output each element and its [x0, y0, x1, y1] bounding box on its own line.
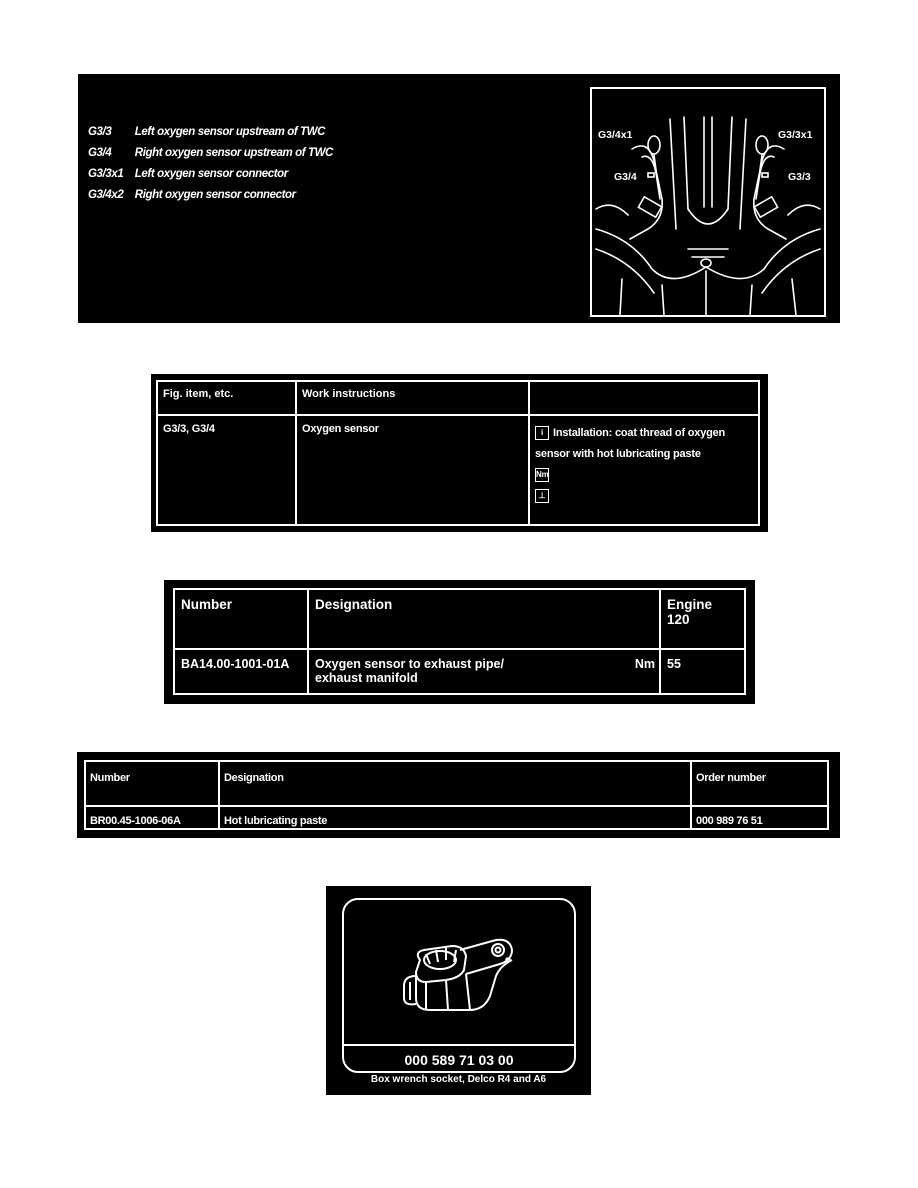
special-tool-icon: ⊥	[535, 489, 549, 503]
column-header: Number	[85, 761, 219, 806]
fig-item-cell: G3/3, G3/4	[157, 415, 296, 525]
legend-text: Left oxygen sensor upstream of TWC	[134, 126, 326, 138]
legend-code: G3/4x2	[88, 189, 124, 201]
figure-label-g34x1: G3/4x1	[598, 129, 633, 141]
tool-divider	[344, 1044, 574, 1046]
column-header: Work instructions	[296, 381, 529, 415]
figure-label-g33: G3/3	[788, 171, 811, 183]
column-header: Order number	[691, 761, 828, 806]
table-row	[85, 806, 828, 829]
legend-item	[88, 168, 333, 189]
tool-frame	[342, 898, 576, 1073]
tool-part-number: 000 589 71 03 00	[404, 1052, 514, 1068]
note-line: sensor with hot lubricating paste	[535, 448, 701, 460]
legend-item	[88, 189, 333, 210]
table-row	[157, 415, 759, 525]
legend-text: Left oxygen sensor connector	[134, 168, 288, 180]
figure-label-g33x1: G3/3x1	[778, 129, 813, 141]
legend-list	[88, 126, 333, 210]
legend-text: Right oxygen sensor upstream of TWC	[134, 147, 333, 159]
instruction-cell: Oxygen sensor	[296, 415, 529, 525]
column-header: Number	[174, 589, 308, 649]
work-instructions-table	[156, 380, 760, 526]
legend-item	[88, 126, 333, 147]
note-line	[535, 465, 758, 486]
legend-text: Right oxygen sensor connector	[134, 189, 296, 201]
installation-note: Installation: coat thread of oxygen	[553, 427, 726, 439]
column-header	[529, 381, 759, 415]
legend-item	[88, 147, 333, 168]
designation-line: Oxygen sensor to exhaust pipe/	[315, 657, 504, 671]
torque-value-cell: 55	[660, 649, 745, 694]
table-header-row	[85, 761, 828, 806]
unit-label: Nm	[634, 657, 655, 671]
tool-caption: Box wrench socket, Delco R4 and A6	[370, 1074, 547, 1085]
column-header: Designation	[308, 589, 660, 649]
special-tool-card	[326, 886, 591, 1095]
legend-code: G3/3	[88, 126, 112, 138]
box-wrench-socket-icon	[400, 930, 520, 1030]
work-instructions-block	[151, 374, 768, 532]
engine-header: Engine	[667, 597, 713, 612]
table-header-row	[157, 381, 759, 415]
operating-materials-table	[84, 760, 829, 830]
tightening-torque-block	[164, 580, 755, 704]
column-header: Fig. item, etc.	[157, 381, 296, 415]
table-header-row	[174, 589, 745, 649]
legend-code: G3/4	[88, 147, 112, 159]
engine-illustration	[590, 87, 826, 317]
info-icon: i	[535, 426, 549, 440]
number-cell: BA14.00-1001-01A	[174, 649, 308, 694]
table-row	[174, 649, 745, 694]
figure-label-g34: G3/4	[614, 171, 637, 183]
engine-code: 120	[667, 612, 690, 627]
legend-code: G3/3x1	[88, 168, 124, 180]
notes-cell	[529, 415, 759, 525]
tightening-torque-table	[173, 588, 746, 695]
designation-cell: Hot lubricating paste	[219, 806, 691, 829]
note-line	[535, 486, 758, 507]
column-header: Designation	[219, 761, 691, 806]
note-line	[535, 423, 758, 444]
number-cell: BR00.45-1006-06A	[85, 806, 219, 829]
sensor-legend-panel	[78, 74, 840, 323]
order-number-cell: 000 989 76 51	[691, 806, 828, 829]
designation-line: exhaust manifold	[315, 671, 418, 685]
column-header	[660, 589, 745, 649]
engine-drawing	[592, 89, 824, 315]
designation-cell	[308, 649, 660, 694]
materials-block	[77, 752, 840, 838]
torque-icon: Nm	[535, 468, 549, 482]
